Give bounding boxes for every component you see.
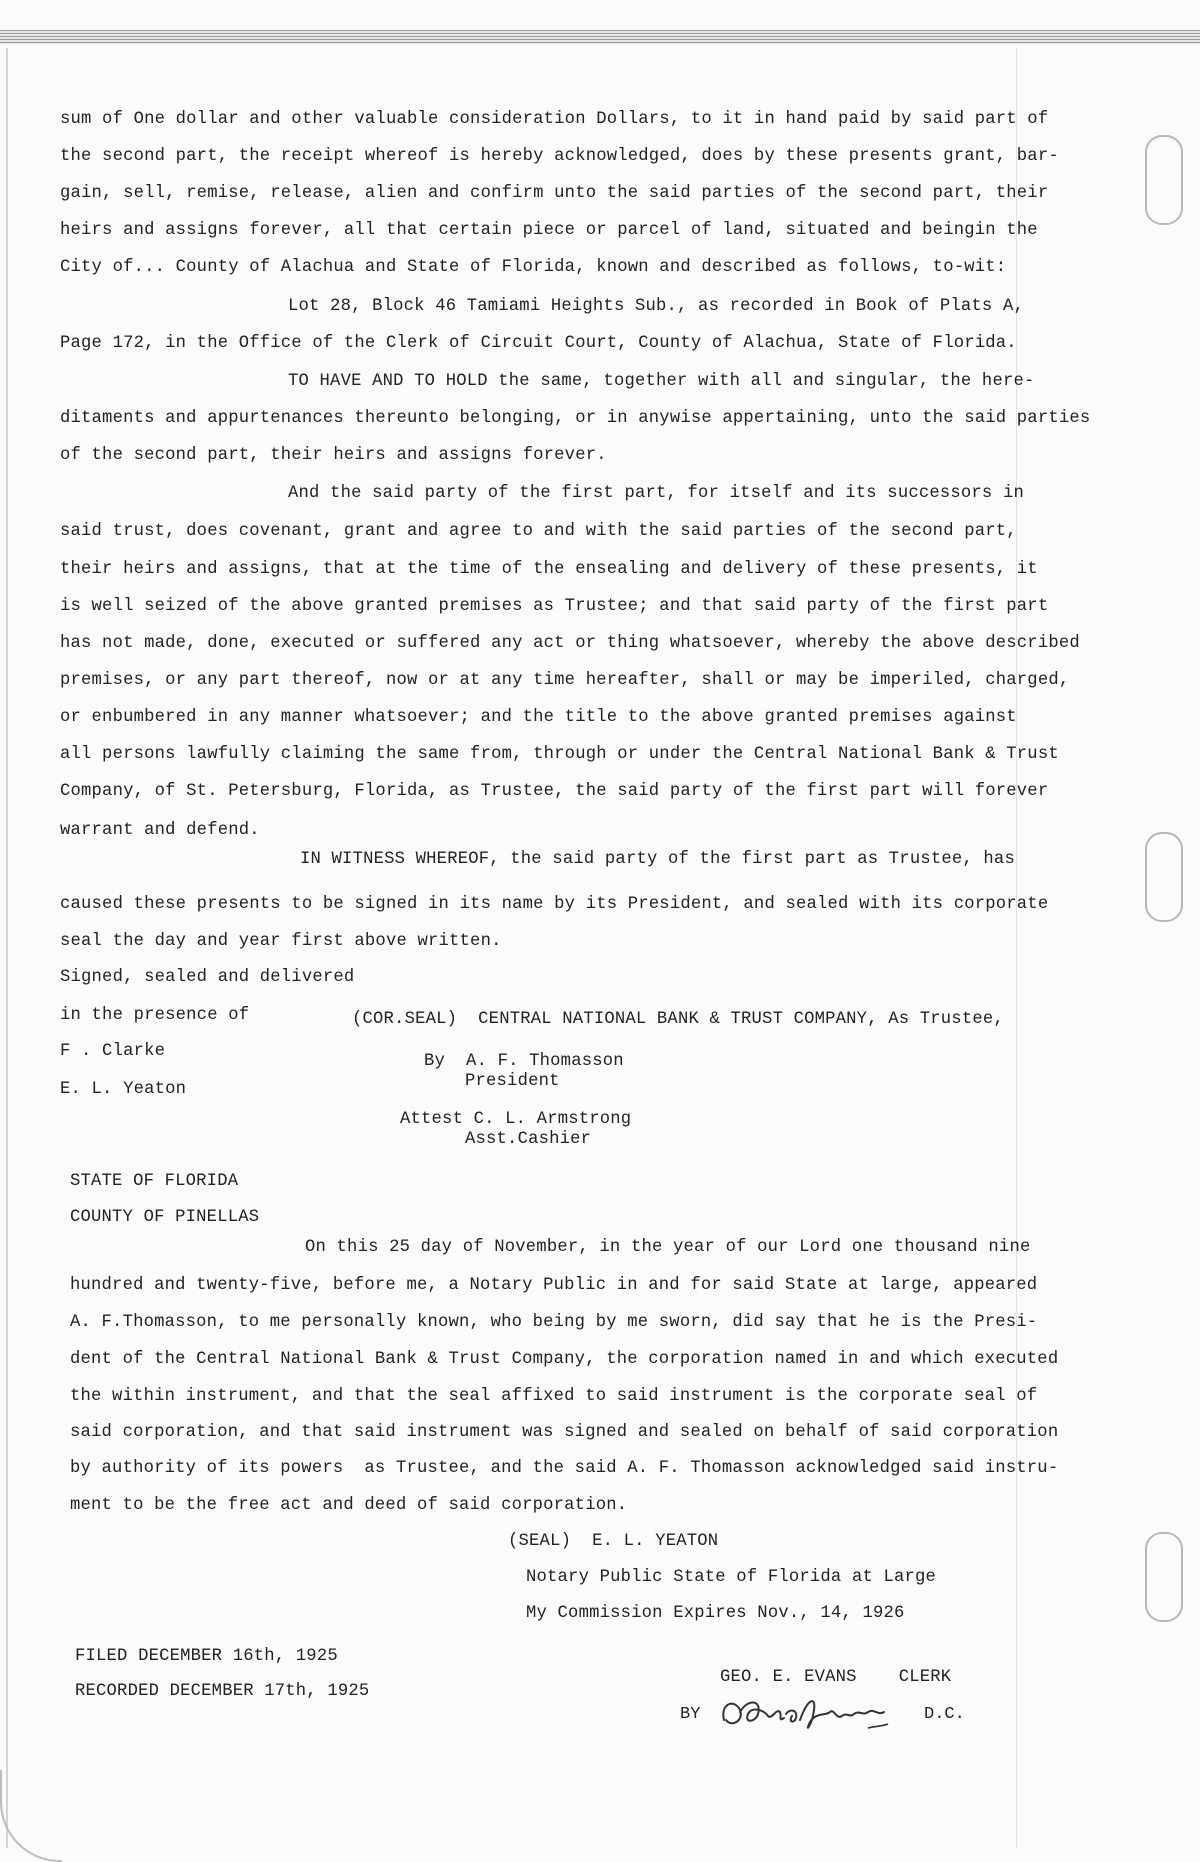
deed-line: And the said party of the first part, for itself and its successors in [288, 484, 1024, 503]
signature-dc-label: D.C. [924, 1705, 965, 1724]
deed-line: the second part, the receipt whereof is hereby acknowledged, does by these presents grant, bar- [60, 147, 1059, 166]
notary-title: Notary Public State of Florida at Large [526, 1568, 937, 1587]
deed-line: of the second part, their heirs and assigns forever. [60, 446, 607, 465]
notary-line: A. F.Thomasson, to me personally known, who being by me sworn, did say that he is the Presi- [70, 1313, 1038, 1332]
deed-line: premises, or any part thereof, now or at any time hereafter, shall or may be imperiled, charged, [60, 671, 1070, 690]
deed-line: is well seized of the above granted premises as Trustee; and that said party of the first part [60, 597, 1049, 616]
attest-title: Asst.Cashier [465, 1130, 592, 1149]
notary-line: hundred and twenty-five, before me, a Notary Public in and for said State at large, appeared [70, 1276, 1038, 1295]
deed-line: Page 172, in the Office of the Clerk of Circuit Court, County of Alachua, State of Florida. [60, 334, 1017, 353]
deed-line: caused these presents to be signed in its name by its President, and sealed with its corporate [60, 895, 1049, 914]
recorded-date: RECORDED DECEMBER 17th, 1925 [75, 1682, 370, 1701]
deed-line: Lot 28, Block 46 Tamiami Heights Sub., as recorded in Book of Plats A, [288, 297, 1024, 316]
signer-title: President [465, 1072, 560, 1091]
deed-line: City of... County of Alachua and State of Florida, known and described as follows, to-wit: [60, 258, 1007, 277]
deed-line: IN WITNESS WHEREOF, the said party of the first part as Trustee, has [300, 850, 1015, 869]
notary-line: On this 25 day of November, in the year of our Lord one thousand nine [305, 1238, 1031, 1257]
notary-line: by authority of its powers as Trustee, and the said A. F. Thomasson acknowledged said instru- [70, 1459, 1059, 1478]
deed-line: warrant and defend. [60, 821, 260, 840]
deed-line: their heirs and assigns, that at the time of the ensealing and delivery of these presents, it [60, 560, 1038, 579]
witness-name: F . Clarke [60, 1042, 166, 1061]
punch-hole-top [1145, 135, 1183, 225]
venue-county: COUNTY OF PINELLAS [70, 1208, 260, 1227]
page-curl [0, 1770, 62, 1862]
deed-line: sum of One dollar and other valuable consideration Dollars, to it in hand paid by said part of [60, 110, 1049, 129]
signature-by-label: BY [680, 1705, 701, 1724]
notary-seal-line: (SEAL) E. L. YEATON [508, 1532, 719, 1551]
deed-line: or enbumbered in any manner whatsoever; and the title to the above granted premises against [60, 708, 1017, 727]
left-margin-line [6, 48, 8, 1848]
deed-line: TO HAVE AND TO HOLD the same, together with all and singular, the here- [288, 372, 1035, 391]
signer-line: By A. F. Thomasson [424, 1052, 624, 1071]
venue-state: STATE OF FLORIDA [70, 1172, 239, 1191]
commission-expiry: My Commission Expires Nov., 14, 1926 [526, 1604, 905, 1623]
deed-line: Signed, sealed and delivered [60, 968, 355, 987]
corporate-seal-line: (COR.SEAL) CENTRAL NATIONAL BANK & TRUST COMPANY, As Trustee, [352, 1010, 1004, 1029]
punch-hole-middle [1145, 832, 1183, 922]
deed-line: Company, of St. Petersburg, Florida, as Trustee, the said party of the first part will forever [60, 782, 1049, 801]
witness-line: in the presence of [60, 1006, 250, 1025]
handwritten-signature [718, 1690, 908, 1740]
notary-line: the within instrument, and that the seal affixed to said instrument is the corporate seal of [70, 1387, 1038, 1406]
punch-hole-bottom [1145, 1532, 1183, 1622]
deed-line: all persons lawfully claiming the same from, through or under the Central National Bank & Trust [60, 745, 1059, 764]
right-margin-line [1016, 48, 1017, 1848]
top-border [0, 30, 1200, 44]
filed-date: FILED DECEMBER 16th, 1925 [75, 1647, 338, 1666]
deed-line: seal the day and year first above written. [60, 932, 502, 951]
clerk-line: GEO. E. EVANS CLERK [720, 1668, 952, 1687]
deed-line: gain, sell, remise, release, alien and confirm unto the said parties of the second part, their [60, 184, 1049, 203]
notary-line: dent of the Central National Bank & Trust Company, the corporation named in and which executed [70, 1350, 1059, 1369]
deed-line: heirs and assigns forever, all that certain piece or parcel of land, situated and beingin the [60, 221, 1038, 240]
notary-line: said corporation, and that said instrument was signed and sealed on behalf of said corporation [70, 1423, 1059, 1442]
deed-line: has not made, done, executed or suffered any act or thing whatsoever, whereby the above described [60, 634, 1080, 653]
notary-line: ment to be the free act and deed of said corporation. [70, 1496, 628, 1515]
deed-line: said trust, does covenant, grant and agree to and with the said parties of the second part, [60, 522, 1017, 541]
deed-line: ditaments and appurtenances thereunto belonging, or in anywise appertaining, unto the said parties [60, 409, 1091, 428]
attest-line: Attest C. L. Armstrong [400, 1110, 632, 1129]
witness-name: E. L. Yeaton [60, 1080, 187, 1099]
